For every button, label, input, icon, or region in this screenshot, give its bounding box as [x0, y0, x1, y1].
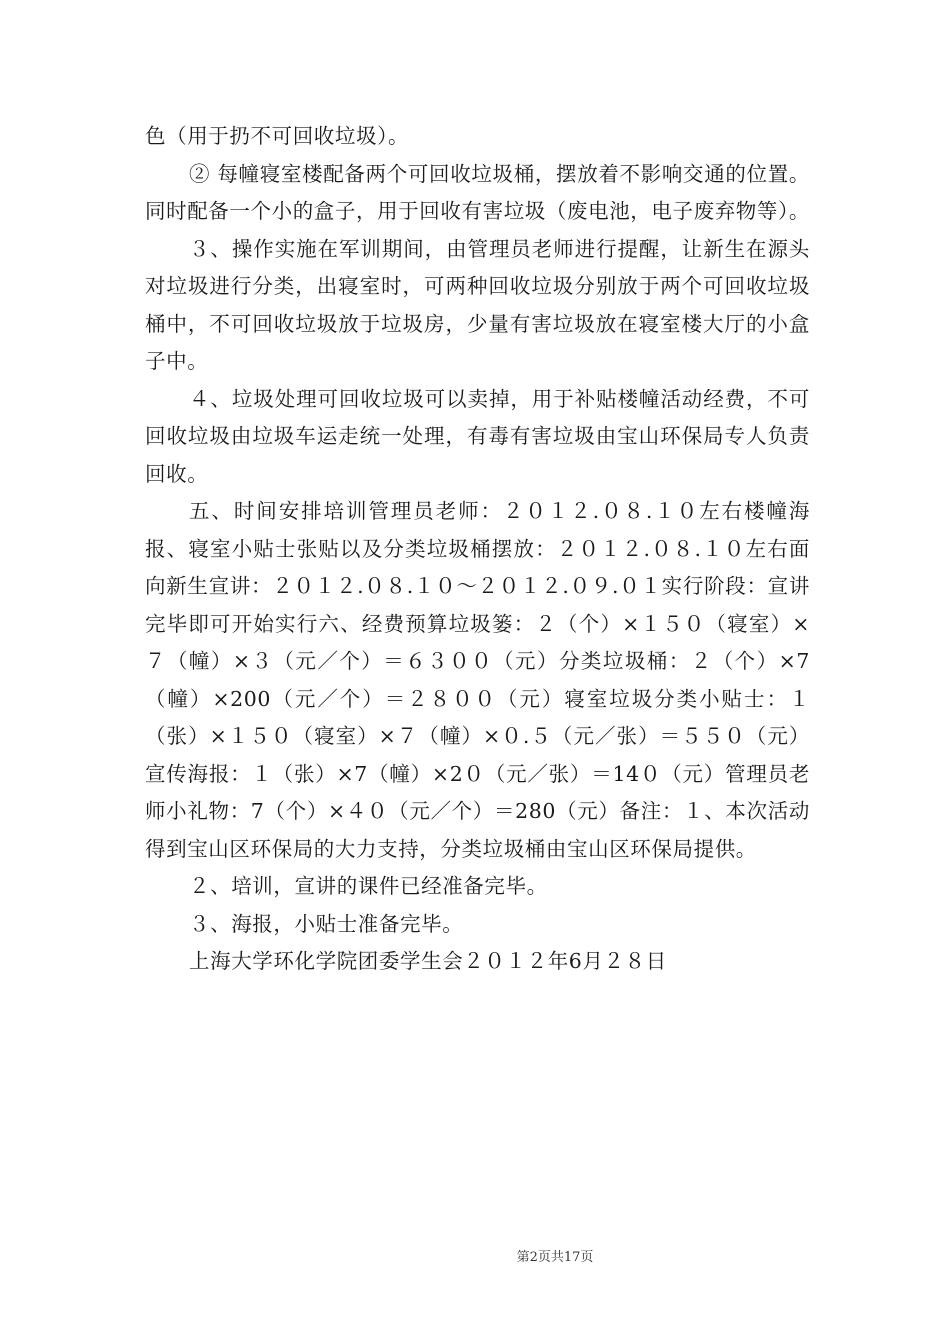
paragraph-implementation: ３、操作实施在军训期间，由管理员老师进行提醒，让新生在源头对垃圾进行分类，出寝室时，可两种回收垃圾分别放于两个可回收垃圾桶中，不可回收垃圾放于垃圾房，少量有害垃圾放在寝室楼大厅的小盒子中。	[145, 236, 810, 373]
paragraph-signature: 上海大学环化学院团委学生会２０１２年6月２８日	[189, 949, 667, 973]
page-number: 第2页共17页	[516, 1250, 594, 1265]
paragraph-note-posters: ３、海报，小贴士准备完毕。	[189, 911, 464, 936]
paragraph-bins: ② 每幢寝室楼配备两个可回收垃圾桶，摆放着不影响交通的位置。同时配备一个小的盒子，用于回收有害垃圾（废电池，电子废弃物等）。	[145, 161, 810, 223]
document-body	[145, 118, 810, 981]
paragraph-schedule-budget: 五、时间安排培训管理员老师：２０１２.０８.１０左右楼幢海报、寝室小贴士张贴以及分类垃圾桶摆放：２０１２.０８.１０左右面向新生宣讲：２０１２.０８.１０～２０１２.０９.０１实行阶段：宣讲完毕即可开始实行六、经费预算垃圾篓：２（个）×１５０（寝室）×７（幢）×３（元／个）＝６３００（元）分类垃圾桶：２（个）×7（幢）×200（元／个）＝２８００（元）寝室垃圾分类小贴士：１（张）×１５０（寝室）×７（幢）×０.５（元／张）＝５５０（元）宣传海报：１（张）×7（幢）×2０（元／张）＝14０（元）管理员老师小礼物：7（个）×４０（元／个）＝280（元）备注：１、本次活动得到宝山区环保局的大力支持，分类垃圾桶由宝山区环保局提供。	[145, 499, 810, 861]
page-footer	[0, 1246, 950, 1265]
paragraph-continuation: 色（用于扔不可回收垃圾）。	[145, 124, 410, 148]
paragraph-note-training: ２、培训，宣讲的课件已经准备完毕。	[189, 874, 548, 898]
paragraph-disposal: ４、垃圾处理可回收垃圾可以卖掉，用于补贴楼幢活动经费，不可回收垃圾由垃圾车运走统一处理，有毒有害垃圾由宝山环保局专人负责回收。	[145, 386, 810, 486]
